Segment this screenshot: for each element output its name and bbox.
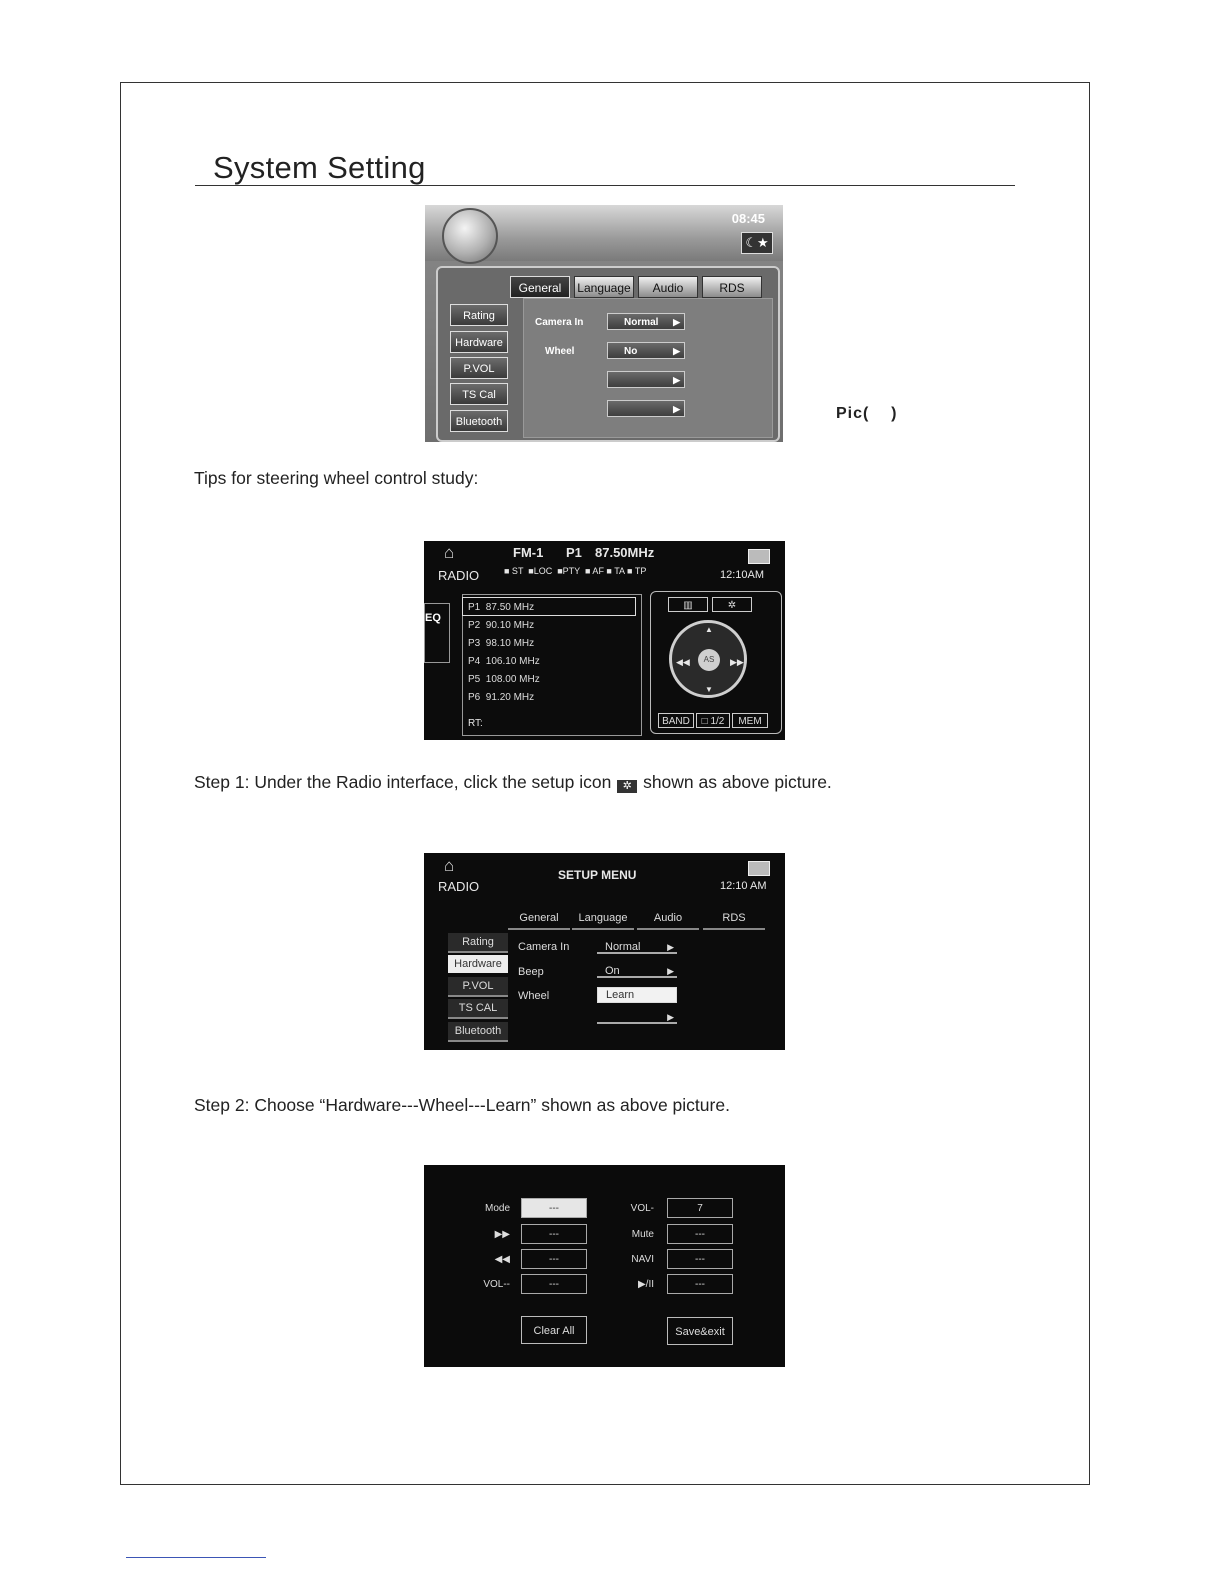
clock: 08:45	[731, 211, 765, 226]
frequency: 87.50MHz	[595, 545, 655, 560]
screenshot-wheel-learn	[424, 1165, 785, 1367]
title-underline	[195, 185, 1015, 186]
wheel-label: Wheel	[518, 990, 550, 1002]
next-label: ▶▶	[494, 1229, 510, 1240]
prev-label: ◀◀	[494, 1254, 510, 1265]
mode-value[interactable]: ---	[521, 1198, 587, 1218]
empty-setting-2[interactable]	[607, 400, 685, 417]
clock: 12:10AM	[720, 569, 765, 581]
knob-icon[interactable]	[442, 208, 498, 264]
step1-after: shown as above picture.	[638, 772, 832, 792]
camera-in-value[interactable]	[597, 940, 677, 954]
tab-rds[interactable]: RDS	[703, 908, 765, 930]
camera-in-label: Camera In	[518, 941, 570, 953]
beep-label: Beep	[518, 966, 544, 978]
eq-label: EQ	[425, 612, 441, 624]
preset-frequency: 106.10 MHz	[485, 656, 540, 667]
home-icon[interactable]: ⌂	[444, 856, 455, 875]
sidebar-item-pvol[interactable]: P.VOL	[450, 357, 508, 379]
preset-frequency: 87.50 MHz	[485, 602, 535, 613]
home-icon[interactable]: ⌂	[444, 543, 455, 562]
camera-in-label: Camera In	[535, 317, 584, 328]
preset-frequency: 90.10 MHz	[485, 620, 535, 631]
wheel-learn-value[interactable]	[597, 987, 677, 1003]
empty-setting-1[interactable]	[607, 371, 685, 388]
seek-back-icon[interactable]: ◀◀	[676, 657, 690, 667]
setup-menu-title: SETUP MENU	[558, 868, 637, 882]
vol-up-label: VOL--	[483, 1279, 510, 1290]
mode-label: Mode	[484, 1203, 510, 1214]
sidebar-item-rating[interactable]: Rating	[450, 304, 508, 326]
footer-link-line	[126, 1557, 266, 1558]
tab-language[interactable]: Language	[572, 908, 634, 930]
list-item[interactable]	[468, 656, 540, 667]
sidebar-item-hardware[interactable]: Hardware	[450, 331, 508, 353]
sidebar-item-hardware[interactable]: Hardware	[448, 955, 508, 973]
camera-in-text: Normal	[624, 317, 659, 328]
sidebar-item-ts-cal[interactable]: TS CAL	[448, 999, 508, 1019]
screenshot-setup-menu	[424, 853, 785, 1050]
navi-value[interactable]: ---	[667, 1249, 733, 1269]
band-button[interactable]: BAND	[658, 713, 694, 728]
radio-label: RADIO	[438, 568, 480, 583]
wheel-text: No	[624, 346, 638, 357]
beep-value[interactable]	[597, 964, 677, 978]
list-item[interactable]	[468, 638, 534, 649]
list-item[interactable]	[468, 602, 534, 613]
wheel-label: Wheel	[545, 346, 575, 357]
preset-frequency: 91.20 MHz	[485, 692, 535, 703]
wheel-value[interactable]	[607, 342, 685, 359]
list-view-icon[interactable]: ▥	[668, 597, 708, 612]
preset-number: P5	[468, 674, 481, 685]
status-indicators: ■ ST ■LOC ■PTY ■ AF ■ TA ■ TP	[504, 566, 647, 576]
navi-label: NAVI	[631, 1254, 654, 1265]
arrow-right-icon: ▶	[673, 317, 680, 327]
arrow-right-icon: ▶	[673, 375, 680, 385]
sidebar-item-ts-cal[interactable]: TS Cal	[450, 383, 508, 405]
vol-down-value[interactable]: 7	[667, 1198, 733, 1218]
tab-general[interactable]: General	[508, 908, 570, 930]
empty-setting[interactable]	[597, 1010, 677, 1024]
preset-label: P1	[566, 545, 582, 560]
arrow-right-icon: ▶	[667, 966, 674, 976]
play-pause-label: ▶/II	[637, 1279, 654, 1290]
sidebar-item-rating[interactable]: Rating	[448, 933, 508, 953]
step1-text	[194, 772, 832, 793]
up-arrow-icon[interactable]: ▲	[705, 625, 713, 634]
radio-label: RADIO	[438, 879, 480, 894]
tab-language[interactable]: Language	[574, 276, 634, 298]
list-item[interactable]	[468, 620, 534, 631]
auto-store-button[interactable]: AS	[698, 649, 720, 671]
moon-star-icon[interactable]: ☾★	[741, 232, 773, 254]
vol-up-value[interactable]: ---	[521, 1274, 587, 1294]
eq-button[interactable]	[424, 603, 450, 663]
sidebar-item-pvol[interactable]: P.VOL	[448, 977, 508, 997]
arrow-right-icon: ▶	[673, 404, 680, 414]
gear-icon[interactable]: ✲	[712, 597, 752, 612]
tab-rds[interactable]: RDS	[702, 276, 762, 298]
list-item[interactable]	[468, 674, 540, 685]
page-button[interactable]: □ 1/2	[696, 713, 730, 728]
clock: 12:10 AM	[720, 880, 767, 892]
arrow-right-icon: ▶	[667, 942, 674, 952]
arrow-right-icon: ▶	[667, 1012, 674, 1022]
sidebar-item-bluetooth[interactable]: Bluetooth	[448, 1022, 508, 1042]
mute-label: Mute	[631, 1229, 654, 1240]
seek-forward-icon[interactable]: ▶▶	[730, 657, 744, 667]
beep-text: On	[605, 965, 620, 977]
preset-frequency: 98.10 MHz	[485, 638, 535, 649]
tips-text: Tips for steering wheel control study:	[194, 468, 479, 488]
preset-number: P4	[468, 656, 481, 667]
wheel-text: Learn	[606, 989, 635, 1001]
gear-icon: ✲	[617, 780, 637, 793]
preset-number: P2	[468, 620, 481, 631]
tab-audio[interactable]: Audio	[638, 276, 698, 298]
play-pause-value[interactable]: ---	[667, 1274, 733, 1294]
band-label: FM-1	[513, 545, 544, 560]
down-arrow-icon[interactable]: ▼	[705, 685, 713, 694]
step2-text: Step 2: Choose “Hardware---Wheel---Learn” shown as above picture.	[194, 1095, 730, 1115]
preset-number: P3	[468, 638, 481, 649]
screenshot-system-setting	[425, 205, 783, 442]
mem-button[interactable]: MEM	[732, 713, 768, 728]
screenshot-radio	[424, 541, 785, 740]
tab-audio[interactable]: Audio	[637, 908, 699, 930]
rt-label: RT:	[468, 718, 483, 729]
preset-frequency: 108.00 MHz	[485, 674, 540, 685]
preset-number: P6	[468, 692, 481, 703]
arrow-right-icon: ▶	[673, 346, 680, 356]
camera-in-value[interactable]	[607, 313, 685, 330]
prev-value[interactable]: ---	[521, 1249, 587, 1269]
tab-general[interactable]: General	[510, 276, 570, 298]
vol-down-label: VOL-	[630, 1203, 654, 1214]
list-item[interactable]	[468, 692, 534, 703]
screen-icon[interactable]	[748, 549, 770, 564]
camera-in-text: Normal	[605, 941, 641, 953]
clear-all-button[interactable]: Clear All	[521, 1316, 587, 1344]
pic-caption: Pic( )	[836, 405, 898, 422]
save-exit-button[interactable]: Save&exit	[667, 1317, 733, 1345]
step1-before: Step 1: Under the Radio interface, click the setup icon	[194, 772, 612, 792]
sidebar-item-bluetooth[interactable]: Bluetooth	[450, 410, 508, 432]
page-title: System Setting	[213, 150, 426, 185]
screen-icon[interactable]	[748, 861, 770, 876]
next-value[interactable]: ---	[521, 1224, 587, 1244]
preset-number: P1	[468, 602, 481, 613]
mute-value[interactable]: ---	[667, 1224, 733, 1244]
